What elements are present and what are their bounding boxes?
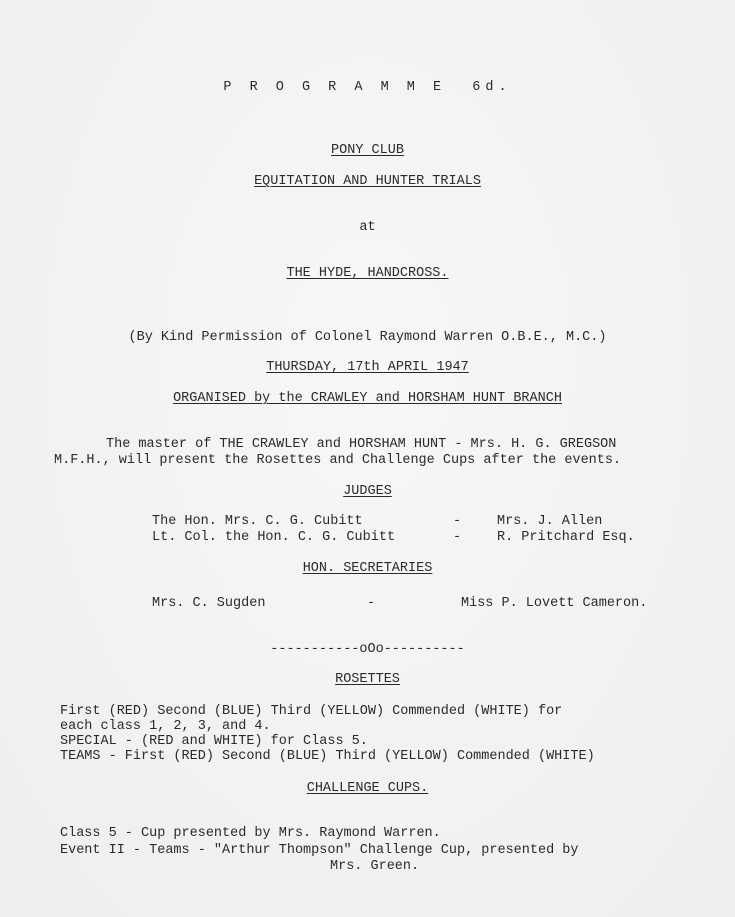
cups-line-1: Class 5 - Cup presented by Mrs. Raymond Warren. — [60, 826, 441, 841]
cups-line-2: Event II - Teams - "Arthur Thompson" Challenge Cup, presented by — [60, 843, 579, 858]
event-title: EQUITATION AND HUNTER TRIALS — [254, 174, 481, 189]
secretary-dash: - — [367, 596, 376, 611]
programme-price: P R O G R A M M E 6d. — [223, 80, 512, 95]
intro-line-2: M.F.H., will present the Rosettes and Challenge Cups after the events. — [54, 453, 622, 468]
venue: THE HYDE, HANDCROSS. — [286, 266, 449, 281]
club-name: PONY CLUB — [331, 143, 404, 158]
cups-line-3: Mrs. Green. — [330, 859, 420, 874]
judge-3: Lt. Col. the Hon. C. G. Cubitt — [152, 530, 396, 545]
judge-dash-2: - — [453, 530, 462, 545]
judge-4: R. Pritchard Esq. — [497, 530, 635, 545]
secretary-1: Mrs. C. Sugden — [152, 596, 266, 611]
rosettes-line-1: First (RED) Second (BLUE) Third (YELLOW) Commended (WHITE) for — [60, 704, 563, 719]
organiser-line: ORGANISED by the CRAWLEY and HORSHAM HUNT BRANCH — [173, 391, 562, 406]
judge-2: Mrs. J. Allen — [497, 514, 603, 529]
judge-1: The Hon. Mrs. C. G. Cubitt — [152, 514, 363, 529]
judge-dash-1: - — [453, 514, 462, 529]
rosettes-heading: ROSETTES — [335, 672, 400, 687]
event-date: THURSDAY, 17th APRIL 1947 — [266, 360, 469, 375]
rosettes-line-2: each class 1, 2, 3, and 4. — [60, 719, 271, 734]
secretary-2: Miss P. Lovett Cameron. — [461, 596, 648, 611]
permission-note: (By Kind Permission of Colonel Raymond Warren O.B.E., M.C.) — [128, 330, 607, 345]
secretaries-heading: HON. SECRETARIES — [302, 561, 433, 576]
section-divider: -----------oOo---------- — [270, 642, 465, 657]
at-label: at — [359, 220, 376, 235]
judges-heading: JUDGES — [343, 484, 392, 499]
rosettes-line-3: SPECIAL - (RED and WHITE) for Class 5. — [60, 734, 368, 749]
rosettes-line-4: TEAMS - First (RED) Second (BLUE) Third (YELLOW) Commended (WHITE) — [60, 749, 595, 764]
intro-line-1: The master of THE CRAWLEY and HORSHAM HUNT - Mrs. H. G. GREGSON — [106, 437, 617, 452]
cups-heading: CHALLENGE CUPS. — [306, 781, 429, 796]
